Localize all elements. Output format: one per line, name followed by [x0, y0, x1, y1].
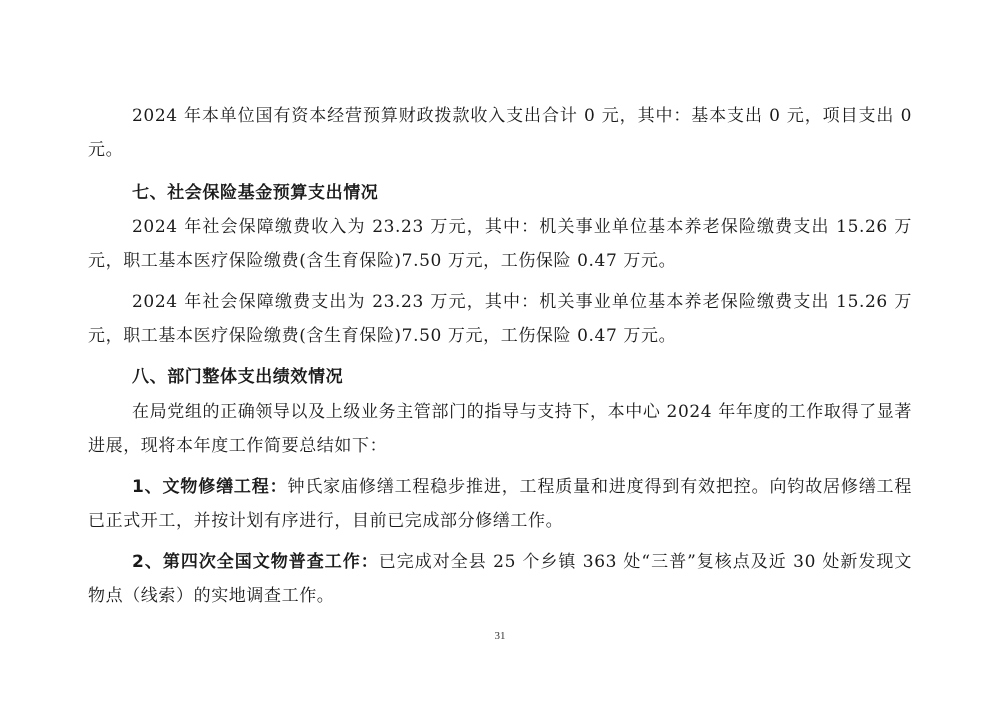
section-heading-7: 七、社会保险基金预算支出情况: [132, 183, 379, 203]
list-item-body: 已完成对全县 25 个乡镇 363 处“三普”复核点及近 30 处新发现文物点（线索）的实地调查工作。: [88, 552, 912, 606]
paragraph-social-insurance-expense: 2024 年社会保障缴费支出为 23.23 万元，其中：机关事业单位基本养老保险缴费支出 15.26 万元，职工基本医疗保险缴费(含生育保险)7.50 万元，工伤保险 0.47 万元。: [88, 292, 912, 346]
list-item-relic-repair: [88, 470, 912, 538]
paragraph-state-capital-budget: 2024 年本单位国有资本经营预算财政拨款收入支出合计 0 元，其中：基本支出 0 元，项目支出 0 元。: [88, 106, 912, 160]
section-heading-8: 八、部门整体支出绩效情况: [132, 367, 344, 387]
list-item-lead: 1、文物修缮工程：: [132, 477, 288, 497]
list-item-lead: 2、第四次全国文物普查工作：: [132, 552, 379, 572]
paragraph-social-insurance-income: 2024 年社会保障缴费收入为 23.23 万元，其中：机关事业单位基本养老保险缴费支出 15.26 万元，职工基本医疗保险缴费(含生育保险)7.50 万元，工伤保险 0.47 万元。: [88, 217, 912, 271]
paragraph-performance-intro: 在局党组的正确领导以及上级业务主管部门的指导与支持下，本中心 2024 年年度的工作取得了显著进展，现将本年度工作简要总结如下：: [88, 402, 912, 456]
page-number: 31: [494, 630, 506, 642]
list-item-relic-census: [88, 545, 912, 613]
list-item-body: 钟氏家庙修缮工程稳步推进，工程质量和进度得到有效把控。向钧故居修缮工程已正式开工，并按计划有序进行，目前已完成部分修缮工作。: [88, 477, 912, 531]
